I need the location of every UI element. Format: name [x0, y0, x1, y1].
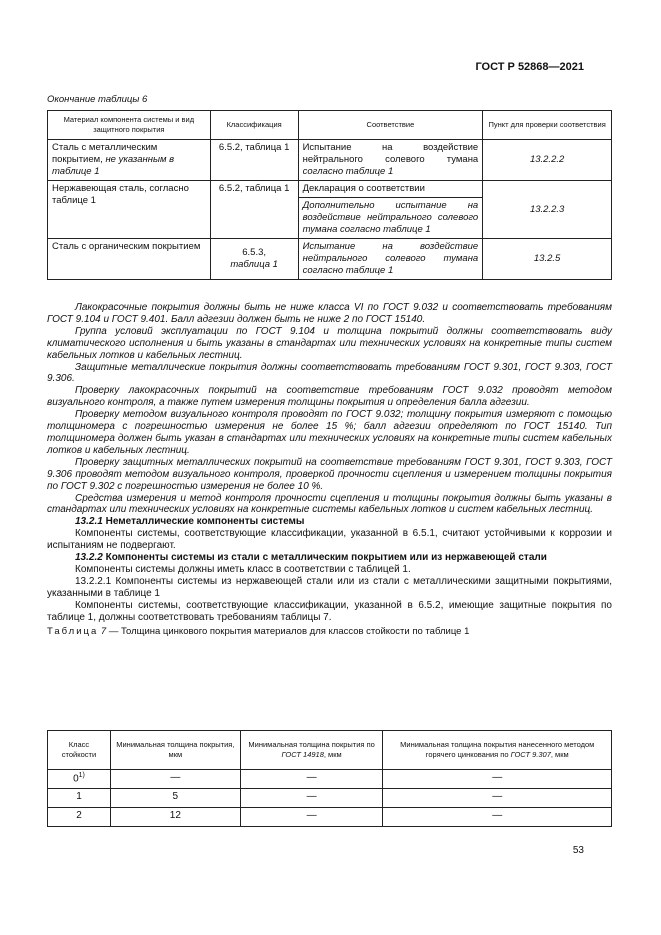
paragraph: Защитные металлические покрытия должны соответствовать требованиям ГОСТ 9.301, ГОСТ 9.303, ГОСТ 9.306.	[47, 361, 612, 385]
t6-header-class: Классификация	[210, 111, 298, 140]
t7-cell-class: 1	[48, 789, 111, 808]
t7-header-class: Класс стойкости	[48, 731, 111, 770]
t6-cell-conformity: Декларация о соответствии	[298, 181, 483, 198]
t6-cell-class: 6.5.2, таблица 1	[210, 140, 298, 181]
page-number: 53	[572, 845, 584, 856]
paragraph: Лакокрасочные покрытия должны быть не ниже класса VI по ГОСТ 9.032 и соответствовать требованиям ГОСТ 9.104 и ГОСТ 9.401. Балл адгезии должен быть не ниже 2 по ГОСТ 15140.	[47, 302, 612, 325]
t7-cell: —	[240, 770, 383, 789]
t6-cell-material: Сталь с органическим покрытием	[48, 239, 211, 280]
paragraph: Компоненты системы, соответствующие классификации, указанной в 6.5.2, имеющие защитные покрытия по таблице 1, должны соответствовать требованиям таблицы 7.	[47, 599, 612, 623]
table-row	[48, 789, 612, 808]
paragraph: Проверку защитных металлических покрытий на соответствие требованиям ГОСТ 9.301, ГОСТ 9.303, ГОСТ 9.306 проводят методом визуального контроля, проверкой прочности сцепления и измерением толщины покрытия по ГОСТ 9.302 с погрешностью измерения не более 10 %.	[47, 456, 612, 492]
t6-cell-conformity: Испытание на воздействие нейтрального солевого тумана согласно таблице 1	[298, 140, 483, 181]
t7-cell: —	[240, 808, 383, 827]
table-6	[47, 110, 612, 280]
table-6-caption: Окончание таблицы 6	[47, 94, 148, 105]
t7-cell: —	[383, 808, 612, 827]
t6-cell-point: 13.2.2.2	[483, 140, 612, 181]
t7-cell-class: 0$^{1)}$	[48, 770, 111, 789]
t6-cell-material: Нержавеющая сталь, согласно таблице 1	[48, 181, 211, 239]
t6-cell-material: Сталь с металлическим покрытием, не указанным в таблице 1	[48, 140, 211, 181]
t7-header-gost-9307: Минимальная толщина покрытия нанесенного методом горячего цинкования по ГОСТ 9.307, мкм	[383, 731, 612, 770]
paragraph: 13.2.2.1 Компоненты системы из нержавеющей стали или из стали с металлическими защитными покрытиями, указанными в таблице 1	[47, 575, 612, 599]
paragraph: Проверку методом визуального контроля проводят по ГОСТ 9.032; толщину покрытия измеряют с помощью толщиномера с погрешностью измерения не более 15 %; балл адгезии определяют по ГОСТ 15140. Тип толщиномера должен быть указан в стандартах или технических условиях на конкретные типы систем кабельных лотков и кабельных лестниц.	[47, 409, 612, 456]
t6-cell-class: 6.5.3, таблица 1	[210, 239, 298, 280]
paragraph: Группа условий эксплуатации по ГОСТ 9.104 и толщина покрытий должны соответствовать виду климатического исполнения и быть указаны в стандартах или технических условиях на конкретные типы систем кабельных лотков и кабельных лестниц.	[47, 325, 612, 361]
section-heading: 13.2.1 Неметаллические компоненты системы	[75, 516, 305, 528]
table-row	[48, 239, 612, 280]
table-row	[48, 181, 612, 198]
t7-cell: —	[383, 770, 612, 789]
t6-cell-point: 13.2.2.3	[483, 181, 612, 239]
paragraph: Средства измерения и метод контроля прочности сцепления и толщины покрытия должны быть указаны в стандартах или технических условиях на конкретные системы кабельных лотков и систем кабельных лестниц.	[47, 492, 612, 516]
t6-cell-conformity: Дополнительно испытание на воздействие нейтрального солевого тумана согласно таблице 1	[298, 198, 483, 239]
t6-cell-conformity: Испытание на воздействие нейтрального солевого тумана согласно таблице 1	[298, 239, 483, 280]
t6-cell-point: 13.2.5	[483, 239, 612, 280]
paragraph: Проверку лакокрасочных покрытий на соответствие требованиям ГОСТ 9.032 проводят методом визуального контроля, а также путем измерения толщины покрытия и определения балла адгезии.	[47, 385, 612, 409]
t6-cell-class: 6.5.2, таблица 1	[210, 181, 298, 239]
table-7	[47, 730, 612, 827]
t7-cell: 12	[110, 808, 240, 827]
t7-header-gost-14918: Минимальная толщина покрытия по ГОСТ 14918, мкм	[240, 731, 383, 770]
t6-header-check-point: Пункт для проверки соответствия	[483, 111, 612, 140]
t6-header-material: Материал компонента системы и вид защитного покрытия	[48, 111, 211, 140]
table-row	[48, 770, 612, 789]
table-7-caption: Таблица 7 — Толщина цинкового покрытия материалов для классов стойкости по таблице 1	[47, 626, 470, 638]
t7-cell: 5	[110, 789, 240, 808]
t7-cell: —	[240, 789, 383, 808]
t7-header-min-thickness: Минимальная толщина покрытия, мкм	[110, 731, 240, 770]
t6-header-conformity: Соответствие	[298, 111, 483, 140]
body-text	[47, 302, 612, 638]
paragraph: Компоненты системы, соответствующие классификации, указанной в 6.5.1, считают устойчивыми к коррозии и испытаниям не подвергают.	[47, 528, 612, 552]
t7-cell: —	[383, 789, 612, 808]
table-row	[48, 140, 612, 181]
table-row	[48, 808, 612, 827]
t7-cell-class: 2	[48, 808, 111, 827]
section-heading: 13.2.2 Компоненты системы из стали с металлическим покрытием или из нержавеющей стали	[75, 552, 547, 564]
document-id: ГОСТ Р 52868—2021	[475, 61, 584, 73]
paragraph: Компоненты системы должны иметь класс в соответствии с таблицей 1.	[75, 563, 411, 575]
t7-cell: —	[110, 770, 240, 789]
